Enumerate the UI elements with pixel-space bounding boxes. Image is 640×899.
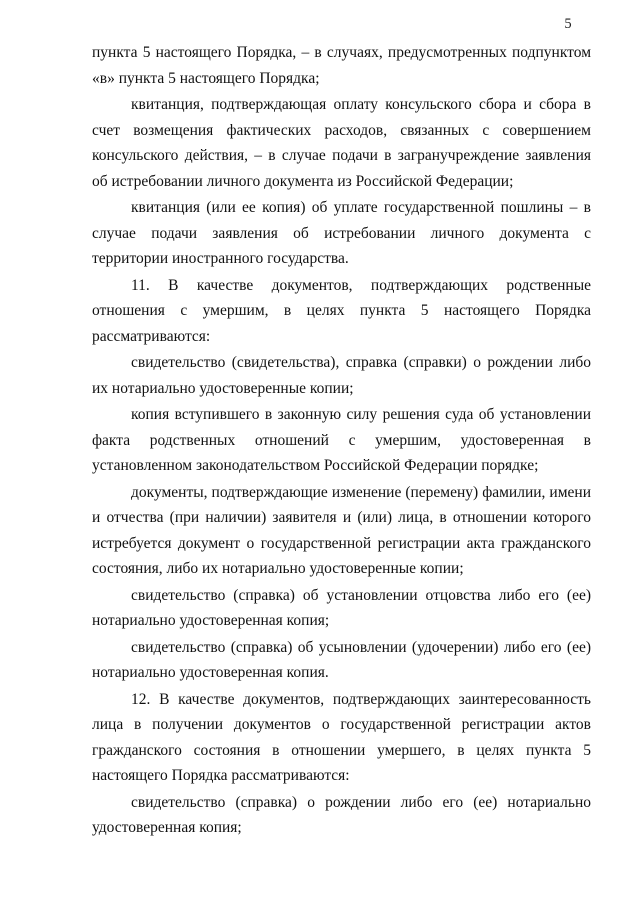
paragraph-birth-certificate-2: свидетельство (справка) о рождении либо его (ее) нотариально удостоверенная копия; [92, 793, 591, 836]
document-body [92, 40, 591, 841]
paragraph-item-11: 11. В качестве документов, подтверждающих родственные отношения с умершим, в целях пункта 5 настоящего Порядка рассматриваются: [92, 276, 591, 345]
paragraph-birth-certificate: свидетельство (свидетельства), справка (справки) о рождении либо их нотариально удостоверенные копии; [92, 354, 591, 397]
paragraph-item-12: 12. В качестве документов, подтверждающих заинтересованность лица в получении документов о государственной регистрации актов гражданского состояния в отношении умершего, в целях пункта 5 настоящего Порядка рассматриваются: [92, 690, 591, 784]
paragraph-paternity-certificate: свидетельство (справка) об установлении отцовства либо его (ее) нотариально удостоверенная копия; [92, 586, 591, 629]
paragraph-continuation: пункта 5 настоящего Порядка, – в случаях, предусмотренных подпунктом «в» пункта 5 настоящего Порядка; [92, 44, 591, 87]
paragraph-receipt-consular-fee: квитанция, подтверждающая оплату консульского сбора и сбора в счет возмещения фактических расходов, связанных с совершением консульского действия, – в случае подачи в загранучреждение заявления об истребовании личного документа из Российской Федерации; [92, 96, 591, 190]
paragraph-receipt-state-duty: квитанция (или ее копия) об уплате государственной пошлины – в случае подачи заявления об истребовании личного документа с территории иностранного государства. [92, 199, 591, 267]
paragraph-name-change-documents: документы, подтверждающие изменение (перемену) фамилии, имени и отчества (при наличии) заявителя и (или) лица, в отношении которого истребуется документ о государственной регистрации акта гражданского состояния, либо их нотариально удостоверенные копии; [92, 483, 591, 577]
paragraph-court-decision: копия вступившего в законную силу решения суда об установлении факта родственных отношений с умершим, удостоверенная в установленном законодательством Российской Федерации порядке; [92, 406, 591, 474]
page-number: 5 [564, 16, 572, 32]
paragraph-adoption-certificate: свидетельство (справка) об усыновлении (удочерении) либо его (ее) нотариально удостоверенная копия. [92, 638, 591, 681]
